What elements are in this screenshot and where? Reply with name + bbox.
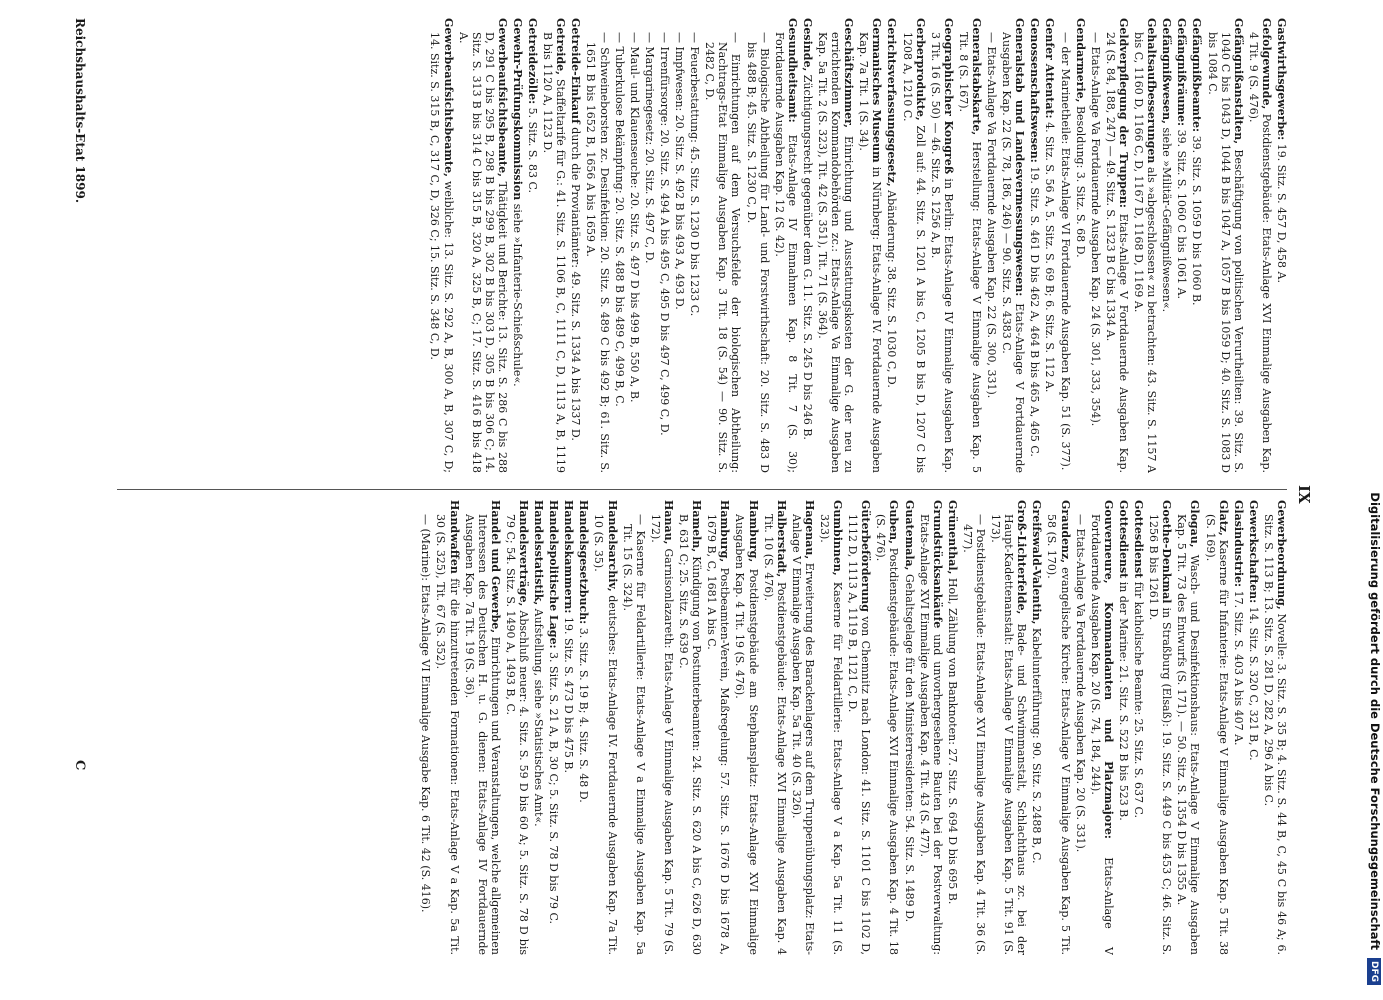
index-entry-text: siehe »Militär-Gefängnißwesen«. [1160, 123, 1174, 313]
index-entry-text: Etats-Anlage V Fortdauernde Ausgaben Kap. 20 (S. 74, 184, 244). [1088, 514, 1115, 955]
index-entry-text: Holl, Zählung von Banknoten: 27. Sitz. S. 694 D bis 695 B. [945, 574, 959, 905]
index-entry [562, 500, 575, 955]
index-entry-heading: Gehaltsaufbesserungen [1145, 18, 1159, 164]
index-entry-heading: Glasindustrie: [1231, 500, 1245, 588]
index-entry-heading: Hameln, [690, 500, 704, 553]
index-entry-text: 5. Sitz. S. 83 C. [526, 104, 540, 194]
index-entry-heading: Handel und Gewerbe, [488, 500, 502, 634]
index-entry-heading: Gottesdienst [1116, 500, 1130, 579]
index-entry [703, 18, 742, 473]
index-entry [705, 500, 731, 955]
index-entry [902, 500, 915, 955]
index-entry-heading: Handelspolitische Lage: [547, 500, 561, 649]
index-entry-text: Garnisonlazareth: Etats-Anlage V Einmalige Ausgaben Kap. 5 Tit. 79 (S. 172). [648, 514, 675, 955]
index-entry [1175, 500, 1201, 955]
index-entry-text: — Etats-Anlage Va Fortdauernde Ausgaben Kap. 22 (S. 300, 331). [985, 32, 999, 399]
index-entry [1059, 18, 1072, 473]
index-entry-text: — Feuerbestattung: 45. Sitz. S. 1230 D bis 1233 C. [688, 32, 702, 317]
index-entry-text: Bade- und Schwimmanstalt, Schlachthaus zc. bei der Haupt-Kadettenanstalt: Etats-Anlage V Einmalige Ausgaben Kap. 5 Tit. 91 (S. 173). [989, 514, 1029, 955]
index-entry [885, 18, 898, 473]
digitisation-note [1366, 0, 1383, 985]
index-entry-heading: Germanisches Museum [870, 18, 884, 163]
index-entry [1160, 18, 1173, 473]
index-entry [428, 18, 454, 473]
index-entry-heading: Goethe-Denkmal [1160, 500, 1174, 604]
index-entry [961, 500, 987, 955]
index-entry-text: für die hinzutretenden Formationen: Etats-Anlage V a Kap. 5a Tit. 30 (S. 325), Tit. 67 (S. 352). [434, 514, 461, 955]
index-entry-text: 19. Sitz. S. 473 D bis 475 B. [562, 613, 576, 773]
index-entry-text: — Biologische Abtheilung für Land- und Forstwirthschaft: 20. Sitz. S. 483 D bis 488 B; 45. Sitz. S. 1230 C, D. [744, 32, 771, 473]
index-entry-text: 4. Sitz. S. 56 A, 5. Sitz. S. 69 B; 6. Sitz. S. 112 A. [1043, 118, 1057, 393]
index-entry-heading: Generalstabskarte, [970, 18, 984, 136]
index-entry [592, 500, 618, 955]
index-entry-heading: Handelsarchiv, [605, 500, 619, 592]
index-entry [547, 500, 560, 955]
index-entry [762, 500, 788, 955]
index-entry-text: Zoll auf: 44. Sitz. S. 1201 A bis C, 1205 B bis D, 1207 C bis 1208 A, 1210 C. [900, 32, 927, 473]
index-entry-text: Herstellung: Etats-Anlage V Einmalige Ausgaben Kap. 5 Tit. 8 (S. 167). [956, 32, 984, 473]
index-entry [1117, 500, 1130, 955]
index-entry [857, 18, 883, 473]
index-entry [1175, 18, 1188, 473]
index-entry [677, 500, 703, 955]
index-entry-heading: Grünenthal, [945, 500, 959, 575]
index-entry-text: durch die Proviantämter: 49. Sitz. S. 1334 A bis 1337 D. [569, 123, 583, 441]
index-entry-heading: Gefängnißanstalten, [1231, 18, 1245, 145]
index-entry [1247, 500, 1260, 955]
index-entry-heading: Grundstücksankäufe [930, 500, 944, 629]
index-entry [673, 18, 686, 473]
index-entry-heading: Handwaffen [447, 500, 461, 574]
index-entry-heading: Gewehr-Prüfungskommission [511, 18, 525, 201]
index-entry-heading: Hamburg, [718, 500, 732, 563]
index-entry-text: Aufstellung, siehe »Statistisches Amt«. [532, 605, 546, 827]
index-entry [1043, 18, 1056, 473]
index-entry [801, 18, 814, 473]
index-entry-heading: Gefängnißwesen, [1160, 18, 1174, 124]
index-entry [1089, 18, 1102, 473]
index-entry-text: Etats-Anlage V Fortdauernde Ausgaben Kap. 22 (S. 78, 186, 246) — 90. Sitz. S. 4383 C. [1000, 32, 1027, 473]
dfg-logo: DFG [1368, 958, 1382, 985]
index-entry-text: 19. Sitz. S. 461 D bis 462 A, 464 B bis 465 A, 465 C. [1028, 162, 1042, 457]
index-entry-heading: Gumbinnen, [831, 500, 845, 576]
index-entry-text: Kaserne für Infanterie: Etats-Anlage V Einmalige Ausgaben Kap. 5 Tit. 38 (S. 169). [1203, 514, 1230, 955]
index-entry-text: Gehaltsgelage für den Ministerresidenten: 54. Sitz. S. 1489 D. [902, 570, 916, 923]
index-entry-text: — Einrichtungen auf dem Versuchsfelde der biologischen Abtheilung: Nachtrags-Etat Einmalige Ausgaben Kap. 3 Tit. 18 (S. 54) — 90. Sitz. S. 2482 C, D. [703, 32, 743, 473]
index-entry-heading: Handelskammern: [562, 500, 576, 614]
index-entry [1247, 18, 1273, 473]
index-entry [621, 500, 647, 955]
index-entry-text: Postdienstgebäude: Etats-Anlage XVI Einmalige Ausgaben Kap. 4 Tit. 18 (S. 476). [874, 514, 901, 955]
index-entry-heading: Gerberprodukte, [913, 18, 927, 121]
index-entry-heading: Geographischer Kongreß [941, 18, 955, 175]
index-entry-heading: Generalstab und Landesvermessungswesen: [1013, 18, 1027, 297]
index-entry-text: — Tuberkulose Bekämpfung: 20. Sitz. S. 488 B bis 489 C, 499 B, C. [612, 32, 626, 407]
signature-mark: C [72, 760, 87, 771]
index-entry-heading: Gewerbeordnung, [1275, 500, 1288, 610]
index-entry-text: Staffeltarife für G.: 41. Sitz. S. 1106 B, C, 1111 C, D, 1113 A, B, 1119 B bis 1120 A, 1123 D. [541, 32, 568, 473]
index-entry [658, 18, 671, 473]
index-entry [532, 500, 545, 955]
index-entry-text: 3. Sitz. S. 21 A, B, 30 C; 5. Sitz. S. 78 D bis 79 C. [547, 648, 561, 924]
index-entry [1275, 18, 1288, 473]
index-entry-heading: Getreide-Einkauf [569, 18, 583, 124]
index-entry [1232, 500, 1245, 955]
index-column-right [128, 500, 1288, 955]
index-entry [613, 18, 626, 473]
index-entry [434, 500, 460, 955]
index-entry-text: — Maul- und Klauenseuche: 20. Sitz. S. 497 D bis 499 B, 550 A, B. [627, 32, 641, 403]
index-entry-heading: Geschäftszimmer, [842, 18, 856, 128]
index-entry-text: in Straßburg (Elsaß): 19. Sitz. S. 449 C bis 453 C; 46. Sitz. S. 1256 B bis 1261 D. [1147, 514, 1174, 955]
index-entry-heading: Gesinde, [800, 18, 814, 72]
index-entry-heading: Glogau, [1188, 500, 1202, 548]
index-entry-text: in der Marine: 21. Sitz. S. 522 B bis 523 B. [1116, 578, 1130, 821]
index-entry [918, 500, 944, 955]
index-entry [1030, 500, 1043, 955]
index-entry-text: Etats-Anlage V Fortdauernde Ausgaben Kap. 24 (S. 84, 188, 247) — 49. Sitz. S. 1323 B C bis 1334 A. [1103, 32, 1130, 473]
index-entry [457, 18, 509, 473]
index-entry-text: und unvorhergesehene Bauten bei der Postverwaltung: Etats-Anlage XVI Einmalige Ausgaben Kap. 4 Tit. 43 (S. 477). [917, 514, 944, 955]
index-entry-heading: Gendarmerie, [1073, 18, 1087, 103]
index-entry [1205, 18, 1244, 473]
index-entry-heading: Hagenau, [802, 500, 816, 560]
index-entry [744, 18, 770, 473]
index-entry-heading: Graudenz, [1058, 500, 1072, 564]
index-entry-text: in Berlin: Etats-Anlage IV Einmalige Ausgaben Kap. 3 Tit. 16 (S. 50) — 46. Sitz. S. 1256 A, B. [928, 32, 955, 473]
index-entry [419, 500, 432, 955]
index-entry-text: 39. Sitz. S. 1060 C bis 1061 A. [1175, 126, 1189, 300]
index-entry [577, 500, 590, 955]
index-entry [1147, 500, 1173, 955]
index-entry [818, 500, 844, 955]
index-entry-heading: Genossenschaftswesen: [1028, 18, 1042, 163]
index-entry-text: — Kaserne für Feldartillerie: Etats-Anlage V a Einmalige Ausgaben Kap. 5a Tit. 15 (S. 324). [620, 514, 647, 955]
index-entry [1074, 18, 1087, 473]
column-divider [117, 489, 1287, 490]
index-entry-heading: Gewerbeaufsichtsbeamte, [495, 18, 509, 177]
index-entry [1203, 500, 1229, 955]
index-entry-heading: Gefängnißräume: [1175, 18, 1189, 127]
index-entry-text: 39. Sitz. S. 1059 D bis 1060 B. [1190, 132, 1204, 306]
index-entry [1089, 500, 1115, 955]
index-entry [1000, 18, 1026, 473]
index-entry-text: — Irrenfürsorge: 20. Sitz. S. 494 A bis 495 C, 495 D bis 497 C, 499 C, D. [657, 32, 671, 436]
index-entry-text: — Postdienstgebäude: Etats-Anlage XVI Einmalige Ausgaben Kap. 4 Tit. 36 (S. 477). [960, 514, 988, 955]
index-entry-text: Postdienstgebäude: Etats-Anlage XVI Einmalige Ausgaben Kap. 4 Tit. 10 (S. 476). [761, 514, 788, 955]
index-entry [688, 18, 701, 473]
index-entry-heading: Glatz, [1216, 500, 1230, 536]
index-entry [1132, 500, 1145, 955]
index-entry [1045, 500, 1071, 955]
index-column-left [128, 18, 1288, 473]
index-entry-text: siehe »Infanterie-Schießschule«. [511, 200, 525, 387]
digitisation-note-text: Digitalisierung gefördert durch die Deutsche Forschungsgemeinschaft [1368, 492, 1382, 950]
index-entry-heading: Gesundheitsamt: [785, 18, 799, 123]
index-entry-heading: Gastwirthsgewerbe: [1275, 18, 1288, 141]
index-entry [790, 500, 816, 955]
index-entry-heading: Getreide, [554, 18, 568, 75]
index-entry-heading: Handelsverträge, [517, 500, 531, 607]
index-entry [985, 18, 998, 473]
index-entry [1132, 18, 1158, 473]
index-entry-text: in Nürnberg: Etats-Anlage IV. Fortdauernde Ausgaben Kap. 7a Tit. 1 (S. 34). [857, 32, 884, 473]
index-entry-text: Postbeamten-Verein, Maßregelung: 57. Sitz. S. 1676 D bis 1678 A, 1679 B, C, 1681 A bis C. [705, 514, 732, 955]
index-entry-text: deutsches: Etats-Anlage IV. Fortdauernde Ausgaben Kap. 7a Tit. 10 (S. 35). [592, 514, 619, 955]
index-entry-text: Postdienstgebäude am Stephansplatz: Etats-Anlage XVI Einmalige Ausgaben Kap. 4 Tit. 19 (S. 476). [733, 514, 760, 955]
index-entry-text: von Chemnitz nach London: 41. Sitz. S. 1101 C bis 1102 D, 1112 D, 1113 A, 1119 B, 1121 C, D. [846, 514, 873, 955]
footer-left: Reichshaushalts-Etat 1899. [73, 18, 87, 204]
index-entry-text: Wasch- und Desinfektionshaus: Etats-Anlage V Einmalige Ausgaben Kap. 5 Tit. 73 des Entwurfs (S. 171). — 50. Sitz. S. 1354 D bis 1355 A. [1175, 514, 1202, 955]
index-entry-text: — Margarinegesetz: 20. Sitz. S. 497 C, D. [642, 32, 656, 264]
index-entry [929, 18, 955, 473]
index-entry-text: Etats-Anlage IV Einnahmen Kap. 8 Tit. 7 (S. 30); Fortdauernde Ausgaben Kap. 12 (S. 42). [772, 32, 799, 473]
index-entry [1104, 18, 1130, 473]
index-entry-heading: Geldverpflegung der Truppen: [1116, 18, 1130, 208]
index-entry-text: — Impfwesen: 20. Sitz. S. 492 B bis 493 A, 493 D. [673, 32, 687, 310]
index-entry [846, 500, 872, 955]
index-entry-text: Züchtigungsrecht gegenüber dem G. 11. Sitz. S. 245 D bis 246 B. [800, 71, 814, 440]
index-entry-text: — der Marinetheile: Etats-Anlage VI Fortdauernde Ausgaben Kap. 51 (S. 377). [1058, 32, 1072, 471]
index-entry [504, 500, 530, 955]
index-entry-text: Kabelunterführung: 90. Sitz. S. 2488 B, C. [1030, 624, 1044, 864]
index-entry-text: weibliche: 13. Sitz. S. 292 A, B, 300 A, B, 307 C, D; 14. Sitz. S. 315 B, C, 317 C, D, 326 C; 15. Sitz. S. 348 C, D. [428, 32, 455, 473]
index-entry [900, 18, 926, 473]
index-entry-heading: Gefolgewunde, [1259, 18, 1273, 110]
index-entry-text: 14. Sitz. S. 320 C, 321 B, C. [1246, 603, 1260, 761]
index-entry [511, 18, 524, 473]
index-entry-heading: Handelsstatistik, [532, 500, 546, 606]
page-number: IX [1295, 485, 1313, 504]
index-entry-text: Besoldung: 3. Sitz. S. 68 D. [1073, 102, 1087, 258]
index-entry-text: Postdienstgebäude: Etats-Anlage XVI Einmalige Ausgaben Kap. 4 Tit. 9 (S. 476). [1246, 32, 1273, 473]
index-entry-text: — (Marine): Etats-Anlage VI Einmalige Ausgabe Kap. 6 Tit. 42 (S. 416). [419, 514, 433, 913]
index-entry-text: 19. Sitz. S. 457 D, 458 A. [1275, 140, 1288, 283]
index-entry-heading: Groß-Lichterfelde, [1015, 500, 1029, 615]
index-entry-text: Thätigkeit und Berichte: 13. Sitz. S. 286 C bis 288 D, 291 C bis 295 B, 298 B bis 299 B, 302 B bis 303 D, 305 B bis 306 C; 14. Sitz. S. 313 B bis 314 C bis 315 B, 320 A, 325 B, C; 17. Sitz. S. 416 B bis 418 A. [456, 32, 509, 473]
index-entry-heading: Getreidezölle: [526, 18, 540, 105]
index-entry-heading: Gerichtsverfassungsgesetz, [885, 18, 899, 187]
index-entry-text: — Etats-Anlage Va Fortdauernde Ausgaben Kap. 20 (S. 331). [1073, 514, 1087, 853]
index-entry-text: 3. Sitz. S. 19 B; 4. Sitz. S. 48 D. [577, 624, 591, 803]
index-entry [628, 18, 641, 473]
index-entry [643, 18, 656, 473]
index-entry-heading: Guben, [887, 500, 901, 544]
index-entry [957, 18, 983, 473]
index-entry-text: Erweiterung des Barackenlagers auf dem Truppenübungsplatz: Etats-Anlage V Einmalige Ausgaben Kap. 5a Tit. 40 (S. 326). [789, 514, 816, 955]
index-entry [584, 18, 610, 473]
index-entry-heading: Halberstadt, [774, 500, 788, 578]
index-entry-heading: Greifswald-Valentin, [1030, 500, 1044, 625]
index-entry-heading: Hanau, [661, 500, 675, 545]
index-entry-heading: Gefängnißbeamte: [1190, 18, 1204, 133]
index-entry-text: Einrichtungen und Veranstaltungen, welche allgemeinen Interessen des Deutschen H. u. G. dienen: Etats-Anlage IV Fortdauernde Ausgaben Kap. 7a Tit. 19 (S. 36). [462, 514, 502, 955]
index-entry [773, 18, 799, 473]
index-entry [1028, 18, 1041, 473]
index-entry-text: 17. Sitz. S. 403 A bis 407 A. [1231, 587, 1245, 746]
index-entry [874, 500, 900, 955]
index-entry-heading: Gouverneure, Kommandanten und Platzmajore: [1101, 500, 1115, 839]
index-entry [1074, 500, 1087, 955]
index-entry-text: Einrichtung und Ausstattungskosten der G. der neu zu errichtenden Kommandobehörden zc.: Etats-Anlage Va Einmalige Ausgaben Kap. 5a Tit. 2 (S. 323), Tit. 42 (S. 351), Tit. 71 (S. 364). [816, 32, 856, 473]
index-entry [526, 18, 539, 473]
index-entry-text: Abänderung: 38. Sitz. S. 1030 C, D. [885, 186, 899, 388]
index-entry-heading: Gewerbeaufsichtsbeamte, [441, 18, 455, 177]
index-entry [1190, 18, 1203, 473]
index-entry [989, 500, 1028, 955]
index-entry [649, 500, 675, 955]
index-entry [1262, 500, 1288, 955]
index-entry-text: für katholische Beamte: 25. Sitz. S. 637 C. [1132, 578, 1146, 819]
index-entry-text: als »abgeschlossen« zu betrachten: 43. Sitz. S. 1157 A bis C, 1160 D, 1166 C, D, 1167 D, 1168 D, 1169 A. [1132, 32, 1159, 473]
index-entry-heading: Güterbeförderung [859, 500, 873, 612]
index-entry-heading: Genfer Attentat: [1043, 18, 1057, 119]
index-entry-text: — Etats-Anlage Va Fortdauernde Ausgaben Kap. 24 (S. 301, 333, 354). [1088, 32, 1102, 427]
index-entry-text: Novelle: 3. Sitz. S. 35 B; 4. Sitz. S. 44 B, C, 45 C bis 46 A; 6. Sitz. S. 113 B; 13. Sitz. S. 281 D, 282 A, 296 A bis C. [1261, 514, 1288, 955]
index-entry-heading: Gottesdienst [1132, 500, 1146, 579]
index-entry-heading: Hamburg, [746, 500, 760, 563]
index-entry-text: — Schweineborsten zc. Desinfektion: 20. Sitz. S. 489 C bis 492 B; 61. Sitz. S. 1651 B bis 1652 B, 1656 A bis 1659 A. [584, 32, 611, 473]
index-entry-text: Abschluß neuer: 4. Sitz. S. 59 D bis 60 A; 5. Sitz. S. 78 D bis 79 C; 54. Sitz. S. 1490 A, 1493 B, C. [503, 514, 531, 955]
index-entry-text: Beschäftigung von politischen Verurtheilten: 39. Sitz. S. 1040 C bis 1043 D, 1044 B bis 1047 A, 1057 B bis 1059 D; 40. Sitz. S. 1083 D bis 1084 C. [1205, 32, 1245, 473]
index-entry-text: Kündigung von Postunterbeamten: 24. Sitz. S. 620 A bis C, 626 D, 630 B, 631 C; 25. Sitz. S. 639 C. [677, 514, 704, 955]
index-entry-heading: Gewerkschaften: [1246, 500, 1260, 604]
index-entry [733, 500, 759, 955]
index-entry-heading: Handelsgesetzbuch: [577, 500, 591, 625]
index-entry [946, 500, 959, 955]
index-entry-text: evangelische Kirche: Etats-Anlage V Einmalige Ausgaben Kap. 5 Tit. 58 (S. 170). [1045, 514, 1072, 955]
index-entry [816, 18, 855, 473]
index-entry-heading: Guatemala, [902, 500, 916, 571]
index-entry-text: Kaserne für Feldartillerie: Etats-Anlage V a Kap. 5a Tit. 11 (S. 323). [818, 514, 845, 955]
index-entry [569, 18, 582, 473]
index-entry [541, 18, 567, 473]
index-entry [463, 500, 502, 955]
